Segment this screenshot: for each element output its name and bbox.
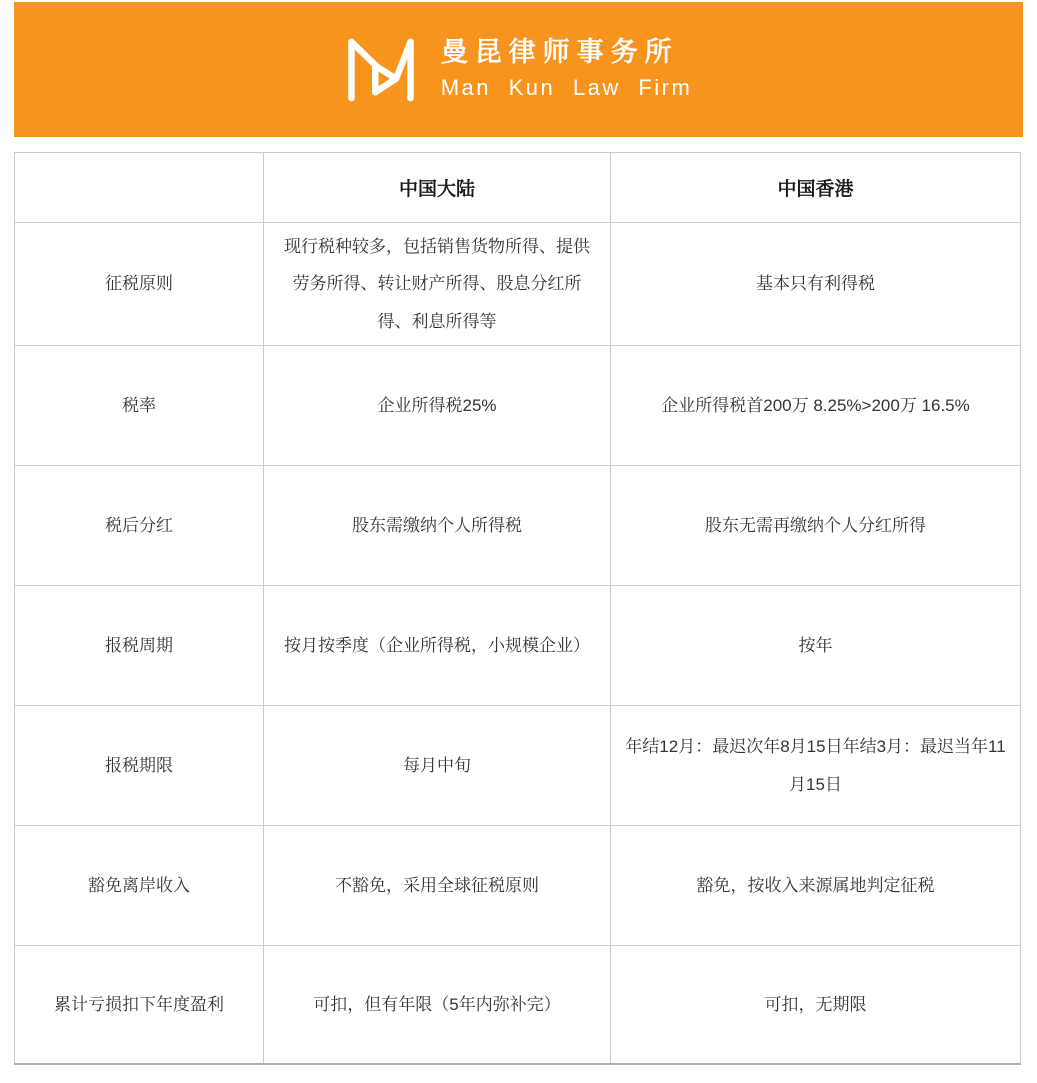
hongkong-cell: 年结12月：最迟次年8月15日年结3月：最迟当年11月15日 bbox=[611, 706, 1021, 826]
table-row-filing-cycle bbox=[15, 586, 1021, 706]
row-label: 税后分红 bbox=[15, 466, 264, 586]
hongkong-cell: 豁免，按收入来源属地判定征税 bbox=[611, 826, 1021, 946]
table-header-row bbox=[15, 153, 1021, 223]
row-label: 累计亏损扣下年度盈利 bbox=[15, 946, 264, 1064]
table-row-offshore-income-exemption bbox=[15, 826, 1021, 946]
table-row-loss-carryforward bbox=[15, 946, 1021, 1064]
hongkong-cell: 股东无需再缴纳个人分红所得 bbox=[611, 466, 1021, 586]
hongkong-cell: 企业所得税首200万 8.25%>200万 16.5% bbox=[611, 346, 1021, 466]
column-header-mainland: 中国大陆 bbox=[264, 153, 611, 223]
table-row-after-tax-dividend bbox=[15, 466, 1021, 586]
m-play-logo-icon bbox=[345, 32, 417, 108]
column-header-empty bbox=[15, 153, 264, 223]
row-label: 报税周期 bbox=[15, 586, 264, 706]
hongkong-cell: 基本只有利得税 bbox=[611, 223, 1021, 346]
row-label: 豁免离岸收入 bbox=[15, 826, 264, 946]
mainland-cell: 按月按季度（企业所得税，小规模企业） bbox=[264, 586, 611, 706]
mainland-cell: 企业所得税25% bbox=[264, 346, 611, 466]
row-label: 报税期限 bbox=[15, 706, 264, 826]
table-row-taxation-principle bbox=[15, 223, 1021, 346]
column-header-hongkong: 中国香港 bbox=[611, 153, 1021, 223]
brand-name-en: Man Kun Law Firm bbox=[440, 74, 693, 100]
page bbox=[0, 2, 1037, 1065]
brand-lockup bbox=[345, 32, 693, 108]
row-label: 税率 bbox=[15, 346, 264, 466]
table-row-filing-deadline bbox=[15, 706, 1021, 826]
brand-text bbox=[441, 38, 693, 101]
mainland-cell: 现行税种较多，包括销售货物所得、提供劳务所得、转让财产所得、股息分红所得、利息所得等 bbox=[264, 223, 611, 346]
mainland-cell: 不豁免，采用全球征税原则 bbox=[264, 826, 611, 946]
row-label: 征税原则 bbox=[15, 223, 264, 346]
hongkong-cell: 按年 bbox=[611, 586, 1021, 706]
mainland-cell: 每月中旬 bbox=[264, 706, 611, 826]
hongkong-cell: 可扣，无期限 bbox=[611, 946, 1021, 1064]
table-row-tax-rate bbox=[15, 346, 1021, 466]
brand-banner bbox=[14, 2, 1023, 137]
mainland-cell: 股东需缴纳个人所得税 bbox=[264, 466, 611, 586]
tax-comparison-table bbox=[14, 152, 1021, 1065]
mainland-cell: 可扣，但有年限（5年内弥补完） bbox=[264, 946, 611, 1064]
brand-name-cn: 曼昆律师事务所 bbox=[440, 37, 679, 68]
